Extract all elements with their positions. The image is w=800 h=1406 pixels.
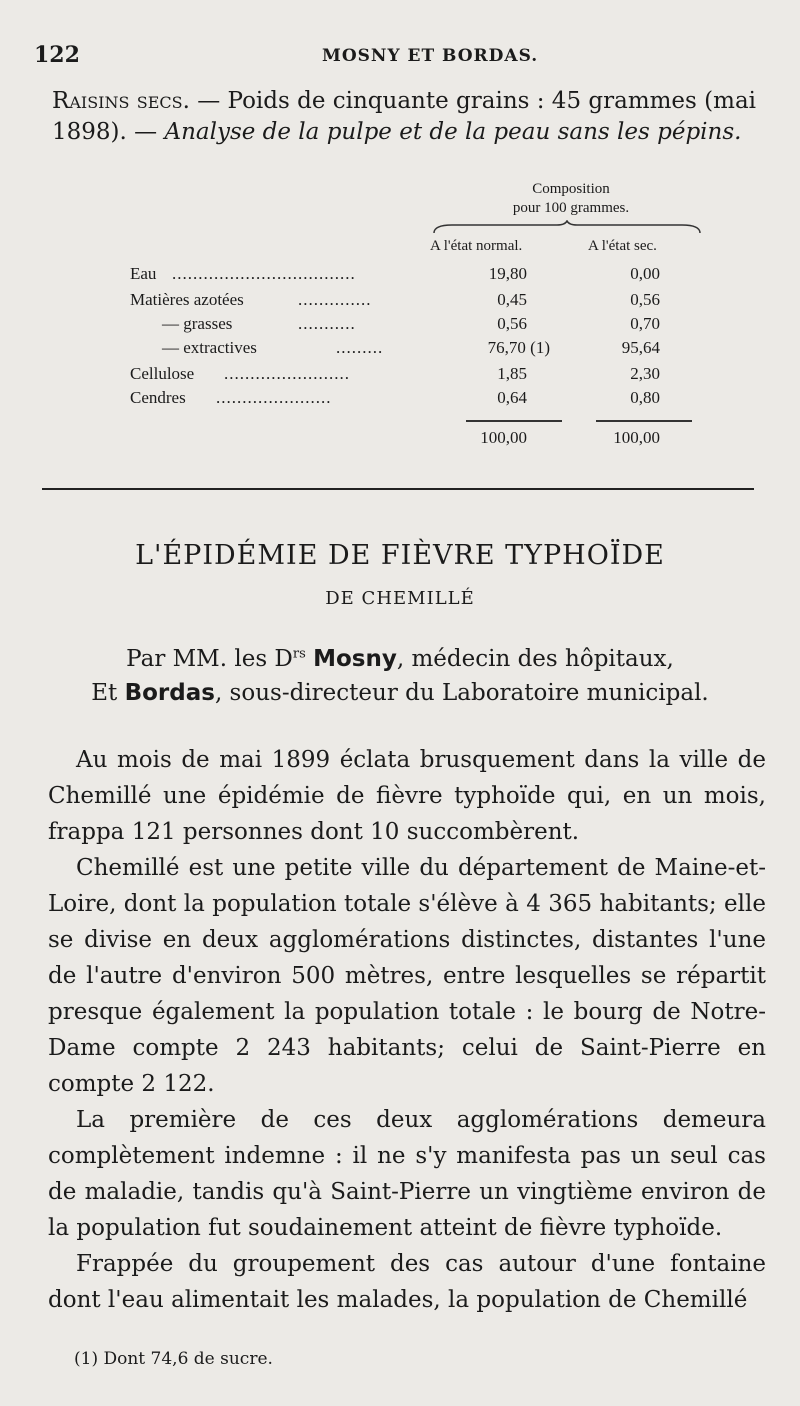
- col-heading-normal: A l'état normal.: [430, 238, 523, 254]
- table-row: [0, 264, 800, 288]
- composition-head-line1: Composition: [532, 181, 610, 197]
- composition-heading: [486, 180, 656, 218]
- intro-italic: Analyse de la pulpe et de la peau sans les pépins.: [164, 119, 742, 145]
- total-sec: 100,00: [613, 428, 660, 447]
- row-label: — grasses: [162, 314, 233, 333]
- table-row: [0, 314, 800, 338]
- table-row: [0, 364, 800, 388]
- section-divider: [42, 488, 754, 490]
- row-value-normal: 76,70 (1): [487, 338, 550, 357]
- sum-rule-sec: [596, 420, 692, 422]
- paragraph: Chemillé est une petite ville du département de Maine-et-Loire, dont la population totale s'élève à 4 365 habitants; elle se divise en deux agglomérations distinctes, distantes l'une de l'autre d'environ 500 mètres, entre lesquelles se répartit presque également la population totale : le bourg de Notre-Dame compte 2 243 habitants; celui de Saint-Pierre en compte 2 122.: [48, 855, 766, 1097]
- total-normal: 100,00: [480, 428, 527, 447]
- table-row: [0, 388, 800, 412]
- byline-1: [0, 646, 800, 672]
- row-value-sec: 2,30: [630, 364, 660, 383]
- author-mosny: Mosny: [313, 646, 397, 672]
- row-label: Cendres: [130, 388, 186, 407]
- intro-label: Raisins secs.: [52, 88, 190, 114]
- paragraph: La première de ces deux agglomérations demeura complètement indemne : il ne s'y manifesta pas un seul cas de maladie, tandis qu'à Saint-Pierre un vingtième environ de la population fut soudainement atteint de fièvre typhoïde.: [48, 1107, 766, 1241]
- row-value-normal: 0,56: [497, 314, 527, 333]
- row-value-sec: 0,80: [630, 388, 660, 407]
- brace-icon: [432, 220, 702, 234]
- row-label: — extractives: [162, 338, 257, 357]
- table-row: [0, 338, 800, 362]
- row-leader: ...........: [298, 314, 356, 333]
- row-leader: .........: [336, 338, 384, 357]
- intro-text: — Poids de cinquante grains : 45 grammes (mai 1898). —: [52, 88, 757, 145]
- row-value-sec: 95,64: [621, 338, 660, 357]
- row-leader: ........................: [224, 364, 350, 383]
- running-title: MOSNY ET BORDAS.: [322, 46, 539, 66]
- byline-1-sup: rs: [292, 646, 306, 662]
- byline-1-pre: Par MM. les D: [126, 646, 293, 672]
- footnote: (1) Dont 74,6 de sucre.: [74, 1349, 273, 1369]
- row-label: Eau: [130, 264, 157, 283]
- author-bordas: Bordas: [124, 680, 215, 706]
- row-value-normal: 0,45: [497, 290, 527, 309]
- row-label: Matières azotées: [130, 290, 244, 309]
- paragraph: Frappée du groupement des cas autour d'une fontaine dont l'eau alimentait les malades, la population de Chemillé: [48, 1251, 766, 1313]
- row-leader: ..............: [298, 290, 372, 309]
- byline-2: [0, 680, 800, 706]
- table-row: [0, 290, 800, 314]
- byline-1-post: , médecin des hôpitaux,: [396, 646, 674, 672]
- paragraph: Au mois de mai 1899 éclata brusquement dans la ville de Chemillé une épidémie de fièvre typhoïde qui, en un mois, frappa 121 personnes dont 10 succombèrent.: [48, 747, 766, 845]
- row-value-sec: 0,70: [630, 314, 660, 333]
- composition-head-line2: pour 100 grammes.: [512, 200, 630, 216]
- byline-2-post: , sous-directeur du Laboratoire municipal.: [214, 680, 709, 706]
- byline-2-pre: Et: [91, 680, 125, 706]
- article-title: L'ÉPIDÉMIE DE FIÈVRE TYPHOÏDE: [135, 540, 665, 571]
- row-value-normal: 0,64: [497, 388, 527, 407]
- intro-paragraph: [52, 86, 764, 148]
- running-head: [34, 42, 760, 72]
- article-subtitle: DE CHEMILLÉ: [325, 588, 475, 609]
- sum-rule-normal: [466, 420, 562, 422]
- row-label: Cellulose: [130, 364, 195, 383]
- page-number: 122: [34, 42, 80, 68]
- row-value-normal: 1,85: [497, 364, 527, 383]
- table-totals: [0, 428, 800, 452]
- article-body: [48, 742, 766, 1318]
- row-value-normal: 19,80: [488, 264, 527, 283]
- row-value-sec: 0,00: [630, 264, 660, 283]
- row-value-sec: 0,56: [630, 290, 660, 309]
- col-heading-sec: A l'état sec.: [588, 238, 657, 254]
- row-leader: ......................: [216, 388, 332, 407]
- row-leader: ...................................: [172, 264, 356, 283]
